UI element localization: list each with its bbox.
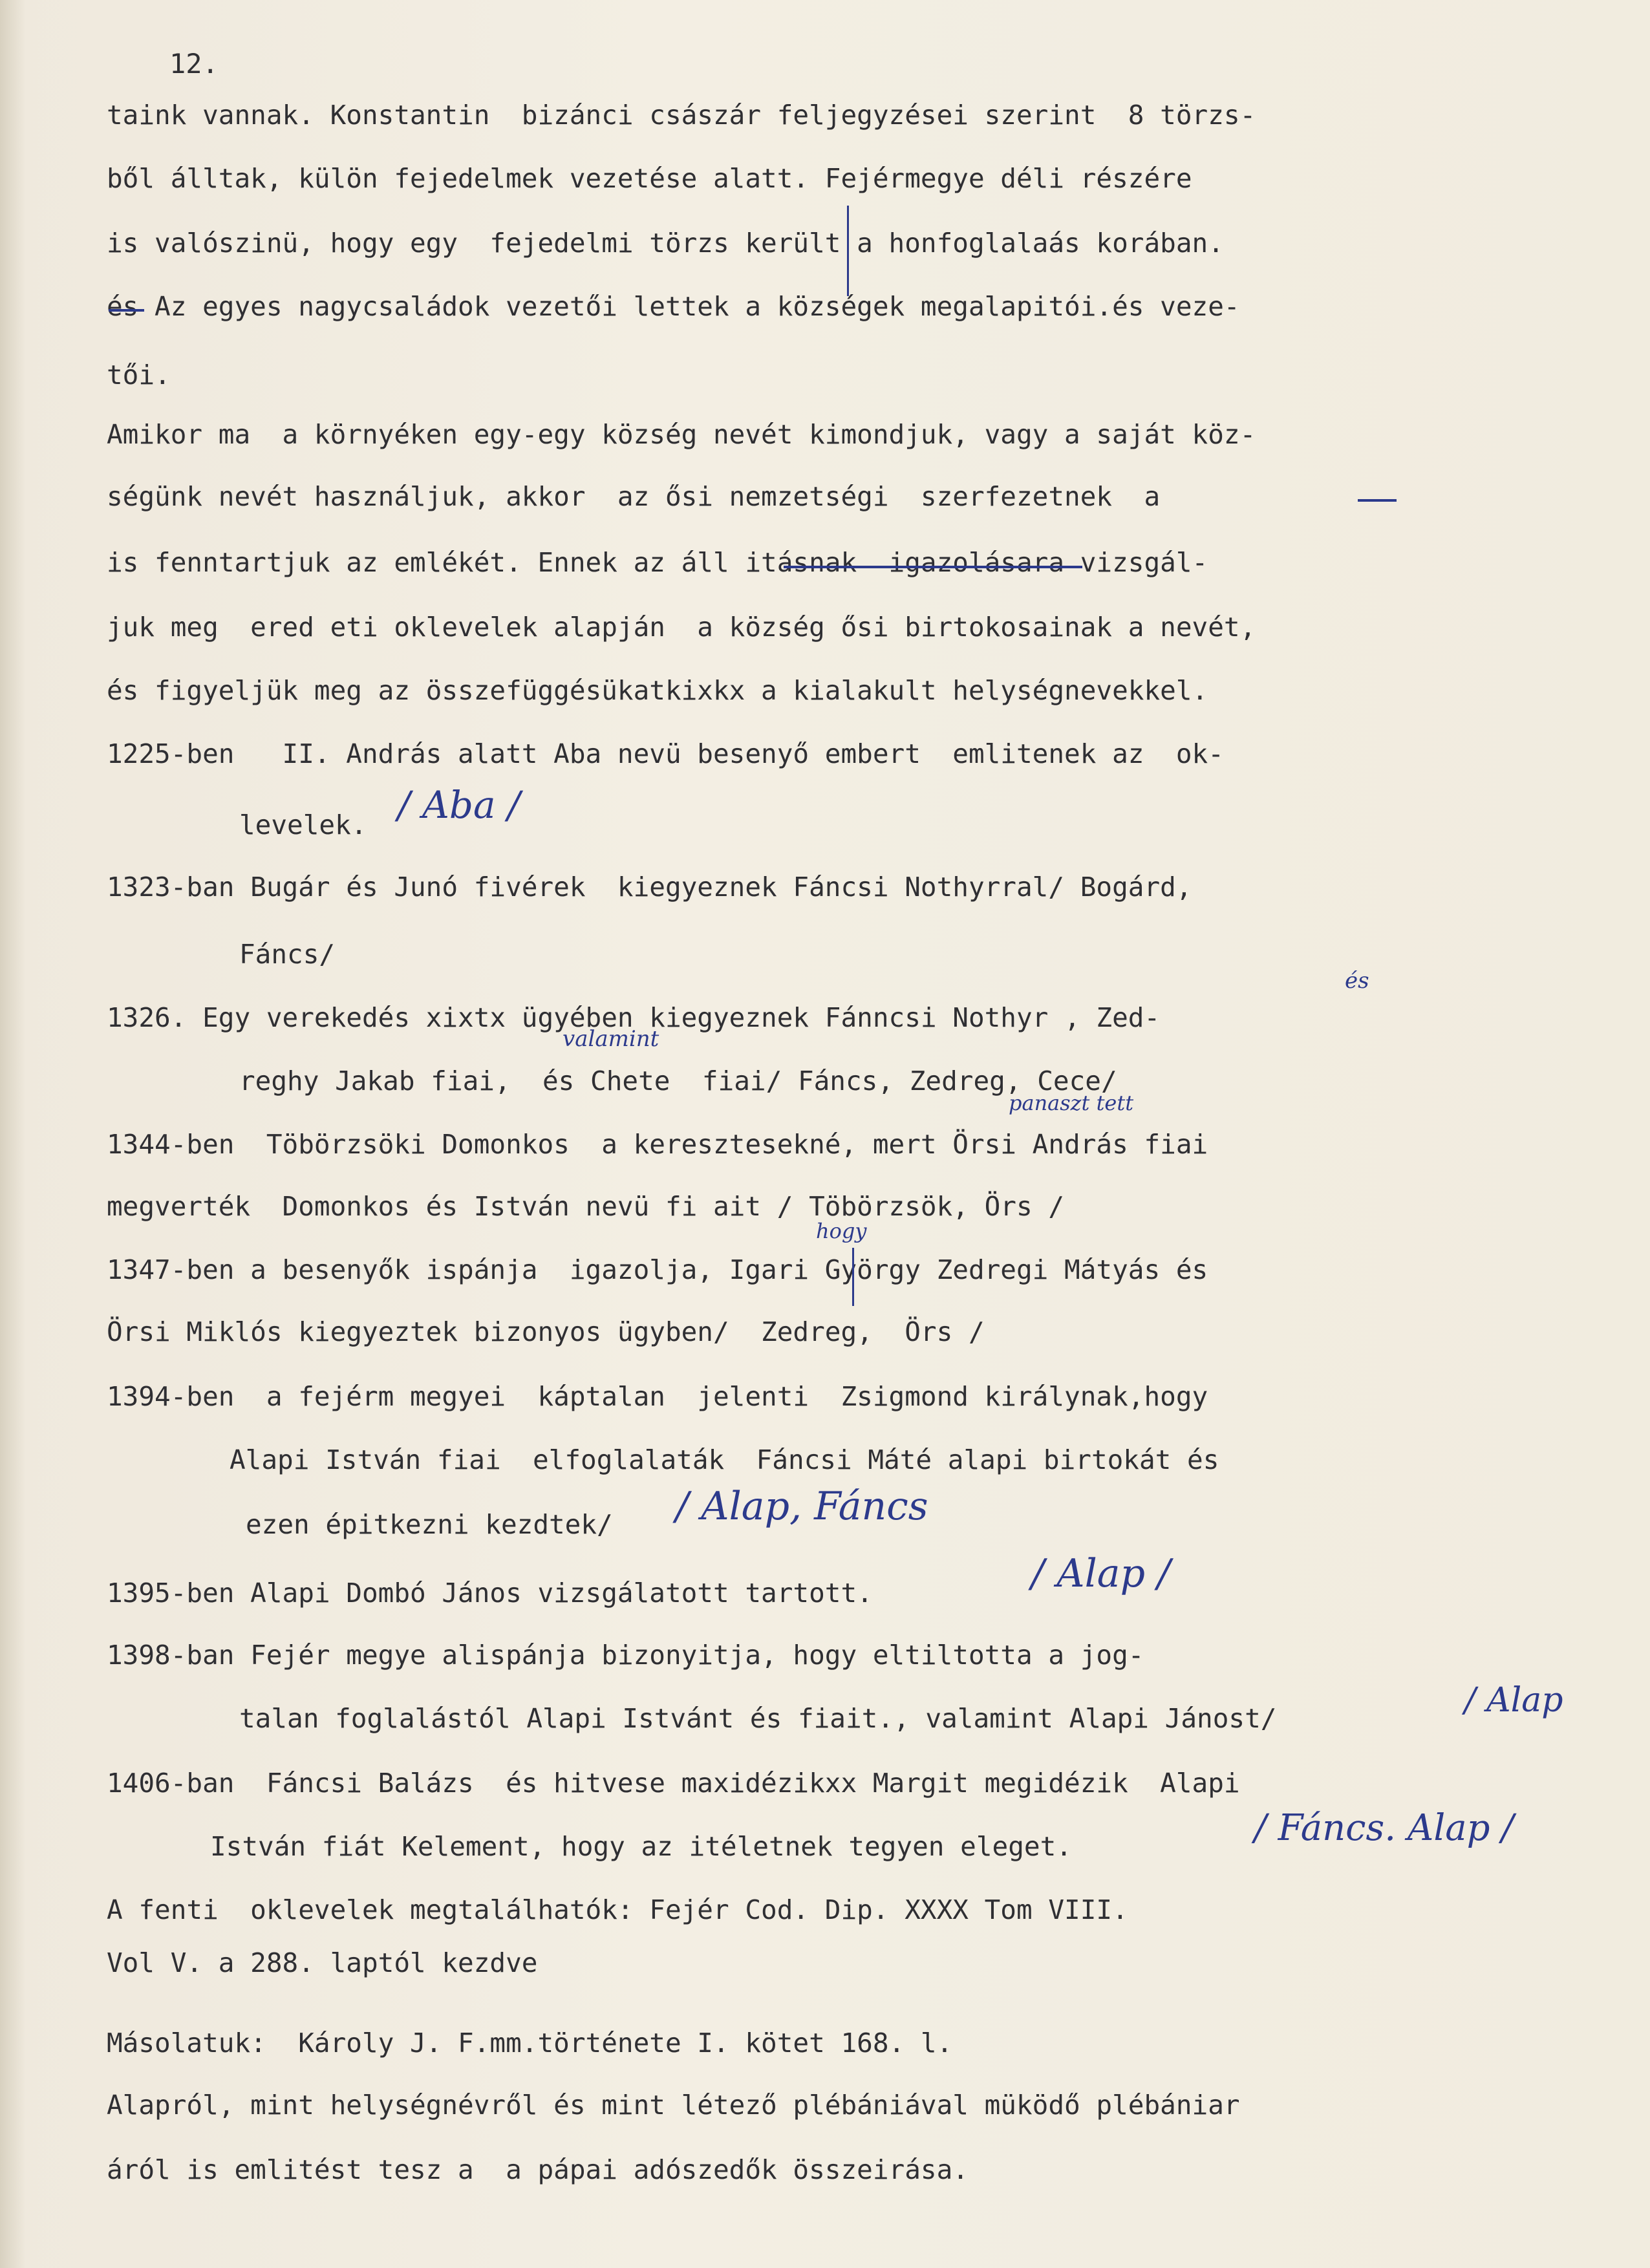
text-line-23: ezen épitkezni kezdtek/: [246, 1509, 613, 1540]
handwritten-insert-panaszt-tett: panaszt tett: [1009, 1091, 1134, 1115]
text-line-19: 1347-ben a besenyők ispánja igazolja, Igari György Zedregi Mátyás és: [107, 1254, 1208, 1285]
text-line-14: Fáncs/: [239, 939, 336, 970]
insertion-mark: [847, 206, 849, 296]
handwritten-insert-hogy: hogy: [816, 1219, 867, 1243]
strikethrough-mark: [109, 309, 144, 312]
text-line-8: is fenntartjuk az emlékét. Ennek az áll itásnak igazolásara vizsgál-: [107, 547, 1208, 578]
insertion-mark: [852, 1248, 854, 1306]
text-line-11: 1225-ben II. András alatt Aba nevü besenyő embert emlitenek az ok-: [107, 738, 1224, 769]
text-line-27: 1406-ban Fáncsi Balázs és hitvese maxidézikxx Margit megidézik Alapi: [107, 1768, 1240, 1799]
text-line-33: áról is emlitést tesz a a pápai adószedők összeirása.: [107, 2154, 969, 2185]
text-line-21: 1394-ben a fejérm megyei káptalan jelenti Zsigmond királynak,hogy: [107, 1381, 1208, 1412]
text-line-10: és figyeljük meg az összefüggésükatkixkx a kialakult helységnevekkel.: [107, 675, 1208, 706]
text-line-15: 1326. Egy verekedés xixtx ügyében kiegyeznek Fánncsi Nothyr , Zed-: [107, 1002, 1161, 1033]
text-line-29: A fenti oklevelek megtalálhatók: Fejér Cod. Dip. XXXX Tom VIII.: [107, 1894, 1128, 1925]
text-line-22: Alapi István fiai elfoglalaták Fáncsi Máté alapi birtokát és: [230, 1444, 1219, 1475]
strikethrough-mark: [784, 566, 1082, 568]
text-line-3: is valószinü, hogy egy fejedelmi törzs került a honfoglalaás korában.: [107, 228, 1224, 259]
text-line-5: tői.: [107, 359, 171, 390]
text-line-28: István fiát Kelement, hogy az itéletnek tegyen eleget.: [210, 1831, 1072, 1862]
handwritten-note-fancs-alap: / Fáncs. Alap /: [1254, 1807, 1514, 1849]
handwritten-insert-valamint: valamint: [562, 1026, 659, 1052]
handwritten-note-alap-fancs: / Alap, Fáncs: [676, 1484, 928, 1529]
handwritten-note-aba: / Aba /: [398, 783, 520, 827]
text-line-17: 1344-ben Töbörzsöki Domonkos a keresztesekné, mert Örsi András fiai: [107, 1129, 1208, 1160]
text-line-26: talan foglalástól Alapi Istvánt és fiait., valamint Alapi Jánost/: [239, 1703, 1277, 1734]
text-line-9: juk meg ered eti oklevelek alapján a község ősi birtokosainak a nevét,: [107, 612, 1256, 643]
text-line-24: 1395-ben Alapi Dombó János vizsgálatott tartott.: [107, 1578, 873, 1609]
page-number: 12.: [169, 48, 219, 80]
text-line-13: 1323-ban Bugár és Junó fivérek kiegyeznek Fáncsi Nothyrral/ Bogárd,: [107, 872, 1192, 903]
text-line-2: ből álltak, külön fejedelmek vezetése alatt. Fejérmegye déli részére: [107, 163, 1192, 194]
strikethrough-mark: [1358, 499, 1397, 502]
text-line-32: Alapról, mint helységnévről és mint létező plébániával müködő plébániar: [107, 2090, 1240, 2121]
text-line-6: Amikor ma a környéken egy-egy község nevét kimondjuk, vagy a saját köz-: [107, 419, 1256, 450]
text-line-31: Másolatuk: Károly J. F.mm.története I. kötet 168. l.: [107, 2027, 953, 2059]
text-line-12: levelek.: [239, 809, 367, 840]
text-line-25: 1398-ban Fejér megye alispánja bizonyitja, hogy eltiltotta a jog-: [107, 1640, 1144, 1671]
handwritten-note-alap-1395: / Alap /: [1031, 1551, 1171, 1596]
text-line-1: taink vannak. Konstantin bizánci császár feljegyzései szerint 8 törzs-: [107, 100, 1256, 131]
text-line-20: Örsi Miklós kiegyeztek bizonyos ügyben/ Zedreg, Örs /: [107, 1316, 985, 1347]
page-edge-shadow: [0, 0, 26, 2268]
text-line-30: Vol V. a 288. laptól kezdve: [107, 1947, 538, 1978]
text-line-4: és Az egyes nagycsaládok vezetői lettek a községek megalapitói.és veze-: [107, 291, 1240, 322]
handwritten-insert-es: és: [1345, 968, 1369, 994]
text-line-18: megverték Domonkos és István nevü fi ait / Töbörzsök, Örs /: [107, 1191, 1065, 1222]
text-line-7: ségünk nevét használjuk, akkor az ősi nemzetségi szerfezetnek a: [107, 481, 1161, 512]
handwritten-note-alap-1398: / Alap: [1464, 1681, 1563, 1720]
text-line-16: reghy Jakab fiai, és Chete fiai/ Fáncs, Zedreg, Cece/: [239, 1065, 1117, 1097]
